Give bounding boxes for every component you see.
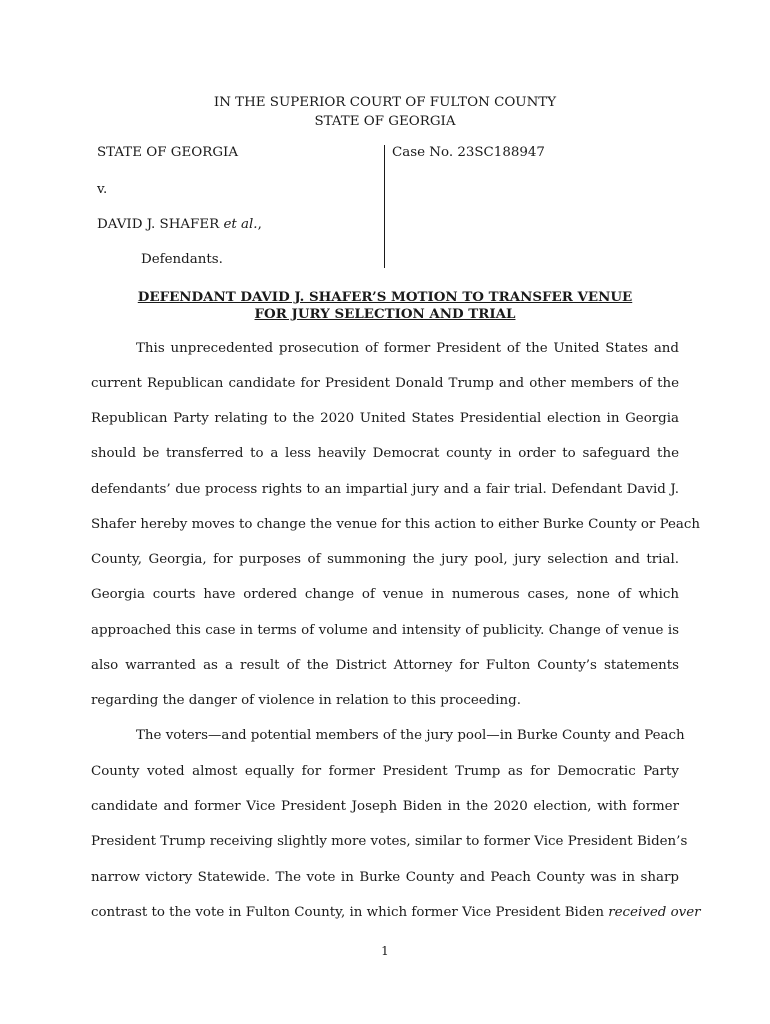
p1-line: Shafer hereby moves to change the venue for this action to either Burke County or Peach (91, 517, 701, 532)
p1-line: This unprecedented prosecution of former President of the United States and (136, 341, 679, 356)
p1-line: Republican Party relating to the 2020 United States Presidential election in Georgia (91, 411, 679, 426)
defendant-name-text: DAVID J. SHAFER (97, 217, 224, 232)
p1-line: also warranted as a result of the District Attorney for Fulton County’s statements (91, 658, 679, 673)
versus: v. (97, 182, 108, 197)
caption-divider (384, 145, 385, 268)
defendant-comma: , (257, 217, 262, 232)
defendant-etal: et al. (223, 217, 258, 232)
p2-line (91, 905, 701, 920)
court-state: STATE OF GEORGIA (314, 114, 456, 129)
motion-title-line1: DEFENDANT DAVID J. SHAFER’S MOTION TO TRANSFER VENUE (137, 289, 633, 305)
case-number: Case No. 23SC188947 (392, 145, 545, 160)
p1-line: County, Georgia, for purposes of summoning the jury pool, jury selection and trial. (91, 552, 679, 567)
court-heading (0, 93, 770, 131)
p1-line: should be transferred to a less heavily Democrat county in order to safeguard the (91, 446, 679, 461)
p1-line: approached this case in terms of volume and intensity of publicity. Change of venue is (91, 623, 679, 638)
p2-line: County voted almost equally for former President Trump as for Democratic Party (91, 764, 679, 779)
p1-line: regarding the danger of violence in relation to this proceeding. (91, 693, 521, 708)
motion-title-line2: FOR JURY SELECTION AND TRIAL (254, 306, 516, 322)
defendants-label: Defendants. (141, 252, 223, 267)
p2-line: President Trump receiving slightly more votes, similar to former Vice President Biden’s (91, 834, 688, 849)
p2-line: candidate and former Vice President Joseph Biden in the 2020 election, with former (91, 799, 679, 814)
motion-title (0, 289, 770, 323)
defendant-name (97, 217, 262, 232)
p2-last-text: contrast to the vote in Fulton County, in which former Vice President Biden (91, 905, 609, 920)
court-name: IN THE SUPERIOR COURT OF FULTON COUNTY (213, 95, 557, 110)
p2-line: narrow victory Statewide. The vote in Burke County and Peach County was in sharp (91, 870, 679, 885)
p1-line: current Republican candidate for President Donald Trump and other members of the (91, 376, 679, 391)
p2-last-italic: received over (608, 905, 701, 920)
page-number: 1 (381, 944, 389, 958)
plaintiff: STATE OF GEORGIA (97, 145, 238, 160)
p1-line: Georgia courts have ordered change of venue in numerous cases, none of which (91, 587, 679, 602)
p1-line: defendants’ due process rights to an impartial jury and a fair trial. Defendant David J. (91, 482, 679, 497)
p2-line: The voters—and potential members of the jury pool—in Burke County and Peach (136, 728, 685, 743)
